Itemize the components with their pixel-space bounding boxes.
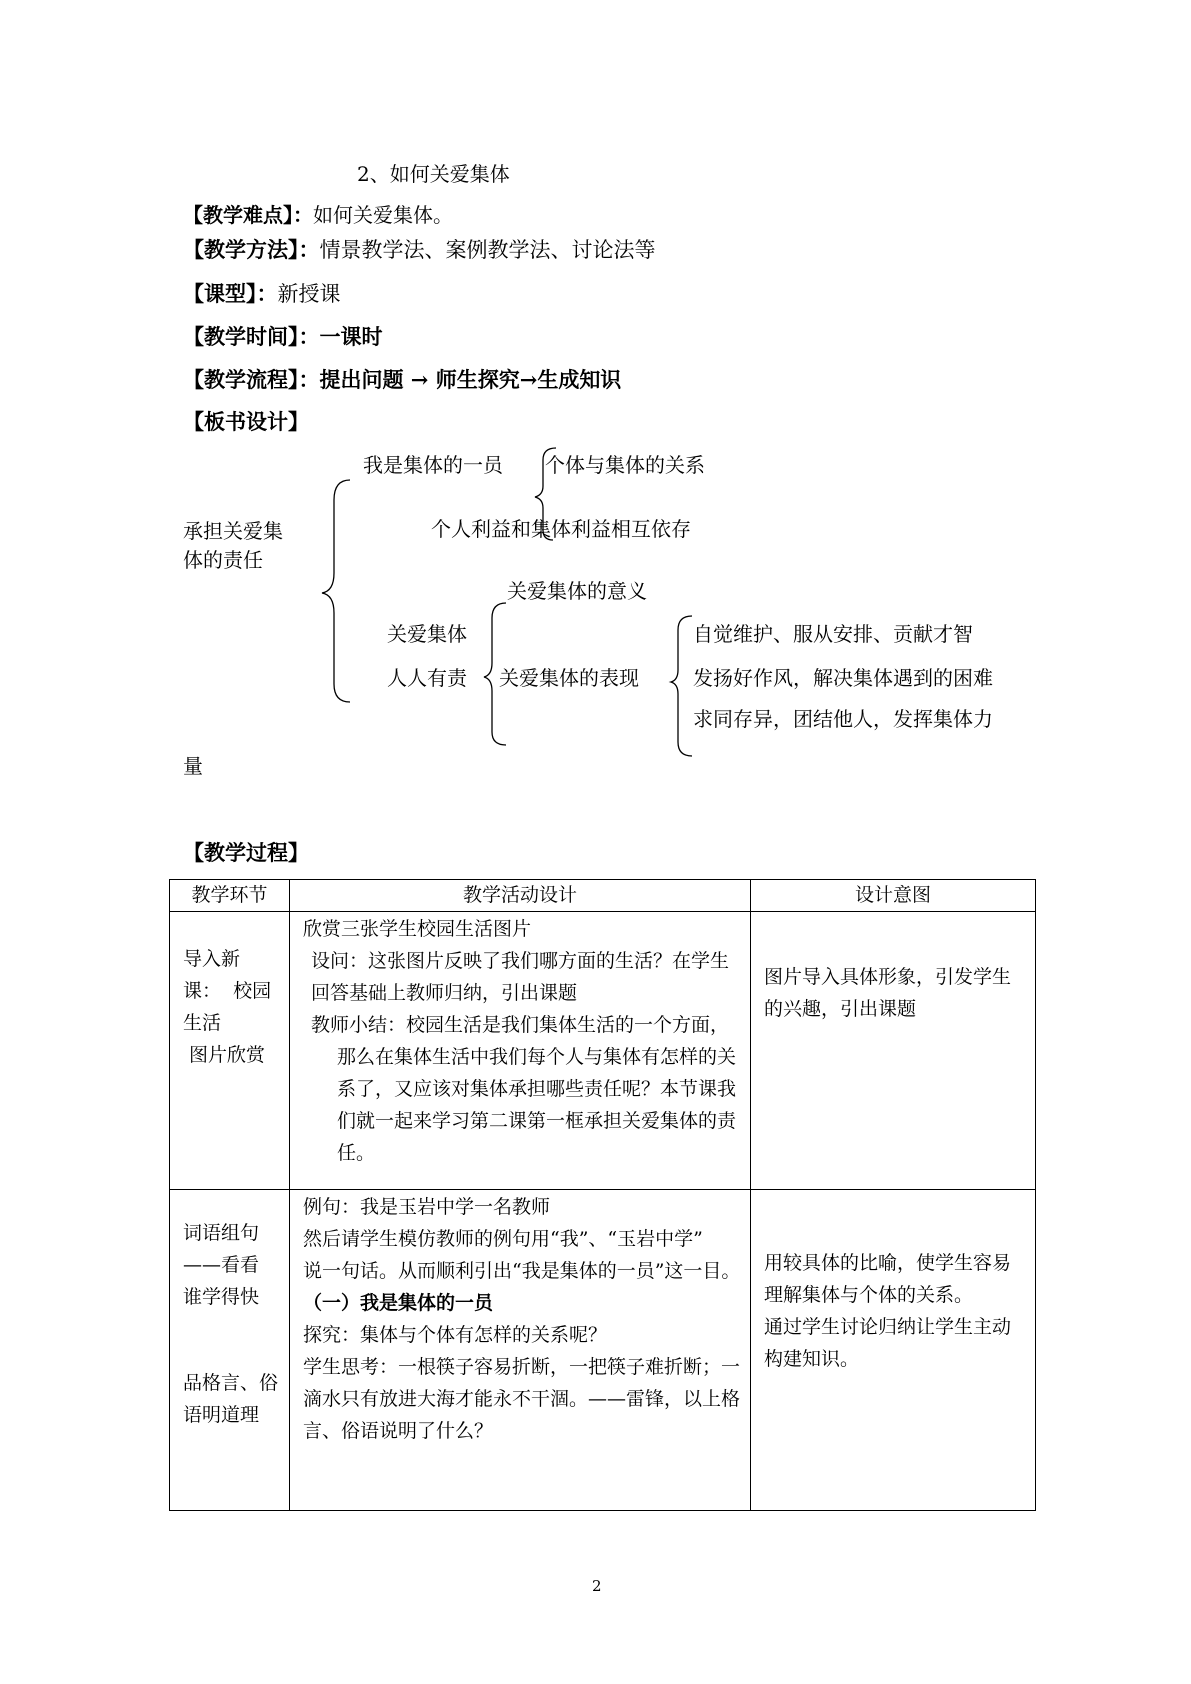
row1-activity-title: 欣赏三张学生校园生活图片 (303, 918, 532, 940)
board-part2-title-line1: 关爱集体 (387, 622, 467, 646)
flow-value: 提出问题 → 师生探究→生成知识 (319, 367, 622, 392)
type-label: 【课型】： (183, 281, 278, 306)
row2-activity-line3: 说一句话。从而顺利引出“我是集体的一员”这一目。 (303, 1260, 741, 1282)
difficulty-label: 【教学难点】： (183, 203, 313, 227)
time-value: 一课时 (319, 324, 383, 349)
table-header-row (170, 880, 1036, 912)
row1-intent (751, 912, 1036, 1190)
row2-intent (751, 1190, 1036, 1511)
row2-activity-explore: 探究：集体与个体有怎样的关系呢？ (303, 1324, 608, 1346)
method-value: 情景教学法、案例教学法、讨论法等 (319, 238, 656, 262)
row2-intent-b: 通过学生讨论归纳让学生主动构建知识。 (764, 1316, 1012, 1370)
row1-stage (170, 912, 290, 1190)
board-part2-item2: 发扬好作风，解决集体遇到的困难 (693, 666, 993, 690)
board-part2-sub2: 关爱集体的表现 (499, 666, 639, 690)
header-activity: 教学活动设计 (290, 880, 751, 912)
row2-stage-line: ——看看 (183, 1254, 260, 1276)
process-heading: 【教学过程】 (183, 840, 309, 865)
board-part1-sub1: 个体与集体的关系 (545, 453, 705, 477)
row2-stage (170, 1190, 290, 1511)
board-design-heading: 【板书设计】 (183, 409, 309, 434)
row1-stage-line: 课： 校园 (183, 980, 272, 1002)
difficulty-value: 如何关爱集体。 (313, 203, 453, 227)
row1-stage-line: 图片欣赏 (183, 1044, 266, 1066)
process-table (169, 879, 1036, 1511)
board-root-line2: 体的责任 (183, 548, 263, 572)
row2-stage-line: 谁学得快 (183, 1286, 260, 1308)
row2-activity (290, 1190, 751, 1511)
table-row (170, 1190, 1036, 1511)
page-number: 2 (592, 1577, 602, 1595)
row1-activity-summary: 教师小结：校园生活是我们集体生活的一个方面，那么在集体生活中我们每个人与集体有怎样的关系了，又应该对集体承担哪些责任呢？本节课我们就一起来学习第二课第一框承担关爱集体的责任。 (311, 1014, 737, 1164)
board-part1-sub2: 个人利益和集体利益相互依存 (431, 517, 691, 541)
type-value: 新授课 (277, 282, 341, 306)
row1-stage-line: 生活 (183, 1012, 222, 1034)
row2-activity-line1: 例句：我是玉岩中学一名教师 (303, 1196, 551, 1218)
row1-activity (290, 912, 751, 1190)
row2-stage-line: 品格言、俗 (183, 1372, 279, 1394)
row2-stage-line: 语明道理 (183, 1404, 260, 1426)
time-label: 【教学时间】： (183, 324, 320, 349)
board-part1-title: 我是集体的一员 (363, 453, 503, 477)
board-braces (0, 0, 1191, 780)
row2-intent-a: 用较具体的比喻，使学生容易理解集体与个体的关系。 (764, 1252, 1012, 1306)
row1-intent-text: 图片导入具体形象，引发学生的兴趣，引出课题 (764, 966, 1012, 1020)
header-stage: 教学环节 (170, 880, 290, 912)
board-part2-title-line2: 人人有责 (387, 666, 467, 690)
board-part2-sub1: 关爱集体的意义 (507, 579, 647, 603)
row2-activity-line2: 然后请学生模仿教师的例句用“我”、“玉岩中学” (303, 1228, 703, 1250)
board-root-line1: 承担关爱集 (183, 519, 283, 543)
header-intent: 设计意图 (751, 880, 1036, 912)
section-item-2: 2、如何关爱集体 (357, 162, 510, 186)
row1-activity-question: 设问：这张图片反映了我们哪方面的生活？在学生回答基础上教师归纳，引出课题 (311, 950, 730, 1004)
board-part2-item3: 求同存异，团结他人，发挥集体力 (693, 707, 993, 731)
row2-activity-think: 学生思考：一根筷子容易折断，一把筷子难折断；一滴水只有放进大海才能永不干涸。——雷锋，以上格言、俗语说明了什么？ (303, 1356, 741, 1442)
row2-stage-line: 词语组句 (183, 1222, 260, 1244)
row2-activity-section: （一）我是集体的一员 (303, 1292, 494, 1314)
board-part2-item3-tail: 量 (183, 754, 203, 778)
row1-stage-line: 导入新 (183, 948, 241, 970)
board-part2-item1: 自觉维护、服从安排、贡献才智 (693, 622, 973, 646)
method-label: 【教学方法】： (183, 237, 320, 262)
flow-label: 【教学流程】： (183, 367, 320, 392)
table-row (170, 912, 1036, 1190)
